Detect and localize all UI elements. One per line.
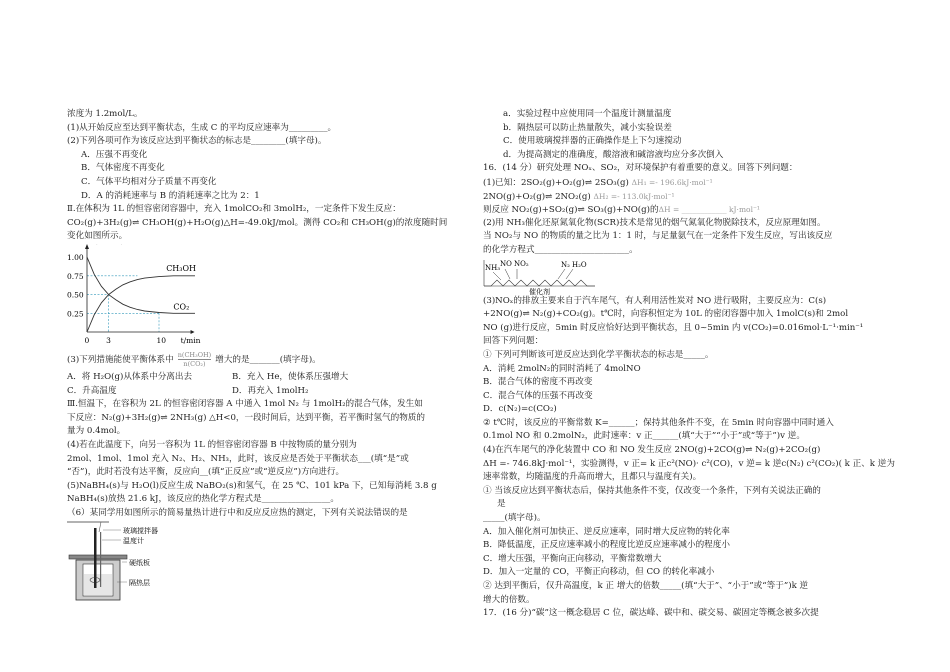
y-tick-label: 0.25 xyxy=(67,309,84,319)
cardboard-label: 硬纸板 xyxy=(129,559,150,568)
question-4: (4)若在此温度下，向另一容积为 1L 的恒容密闭容器 B 中按物质的量分别为 xyxy=(67,439,357,450)
subquestion-1: 是 xyxy=(497,499,506,510)
question-17: 17．(16 分)“碳”这一概念稳居 C 位，碳达峰、碳中和、碳交易、碳固定等概念被多次提 xyxy=(483,608,819,619)
question-16-4: 速率常数，均随温度的升高而增大，且都只与温度有关)。 xyxy=(483,472,702,483)
option-c: C．使用玻璃搅拌器的正确操作是上下匀速搅动 xyxy=(503,136,682,147)
option-c: C．升高温度 xyxy=(67,385,117,396)
enthalpy: ΔH₂ =- 113.0kJ·mol⁻¹ xyxy=(593,191,675,201)
y-tick-label: 1.00 xyxy=(67,253,84,263)
question-2: (2)下列各项可作为该反应达到平衡状态的标志是________(填字母)。 xyxy=(67,136,327,147)
left-column xyxy=(67,108,448,605)
x-axis-arrow xyxy=(191,330,195,334)
scr-svg xyxy=(483,258,623,295)
equation-1 xyxy=(483,176,823,190)
subquestion-1: _____(填字母)。 xyxy=(483,513,546,524)
nh3-label: NH₃ xyxy=(485,263,501,272)
option-a: A．将 H₂O(g)从体系中分离出去 xyxy=(67,371,193,382)
option-a: A．压强不再变化 xyxy=(81,149,148,160)
option-d: D．加入一定量的 CO，平衡正向移动，但 CO 的转化率减小 xyxy=(483,567,715,578)
calorimeter-svg xyxy=(67,520,267,605)
question-16-2: (2)用 NH₃催化还原氮氧化物(SCR)技术是常见的烟气氮氧化物脱除技术，反应原理如图。 xyxy=(483,217,826,228)
h2o-label: H₂O xyxy=(572,260,587,269)
insulation-label: 隔热层 xyxy=(129,579,150,588)
question-16-4: ΔH =- 746.8kJ·mol⁻¹，实验测得，v 正= k 正c²(NO)· c²(CO)，v 逆= k 逆c(N₂) c²(CO₂)( k 正、k 逆为 xyxy=(483,458,895,469)
chart-svg xyxy=(67,244,267,349)
ratio-fraction xyxy=(178,351,212,368)
question-5: NaBH₄(s)放热 21.6 kJ，该反应的热化学方程式是________________。 xyxy=(67,494,339,505)
equation-2 xyxy=(483,190,823,204)
option-b: B．降低温度，正反应速率减小的程度比逆反应速率减小的程度小 xyxy=(483,540,730,551)
fraction-numerator: n(CH₃OH) xyxy=(177,350,212,359)
option-b: b．隔热层可以防止热量散失，减小实验误差 xyxy=(503,122,672,133)
question-1: (1)从开始反应至达到平衡状态，生成 C 的平均反应速率为_________。 xyxy=(67,122,337,133)
question-6: （6）某同学用如图所示的简易量热计进行中和反应反应热的测定，下列有关说法错误的是 xyxy=(67,507,408,518)
question-5: (5)NaBH₄(s)与 H₂O(l)反应生成 NaBO₂(s)和氢气，在 25 ℃、101 kPa 下，已知每消耗 3.8 g xyxy=(67,480,437,491)
equation-text: 则反应 NO₂(g)+SO₂(g)⇌ SO₃(g)+NO(g)的 xyxy=(483,205,659,216)
options-row xyxy=(67,385,417,399)
question-16-2: 当 NO₂与 NO 的物质的量之比为 1：1 时，与足量氨气在一定条件下发生反应，写出该反应 xyxy=(483,231,833,242)
question-4: “否”)，此时若没有达平衡，反应向__(填“正反应”或“逆反应”)方向进行。 xyxy=(67,467,345,478)
y-axis-label xyxy=(90,244,124,245)
section-3-text: Ⅲ.恒温下，在容积为 2L 的恒容密闭容器 A 中通入 1mol N₂ 与 1molH₂的混合气体，发生如 xyxy=(67,399,423,410)
n2-label: N₂ xyxy=(561,260,570,269)
question-16-2: 的化学方程式______________________。 xyxy=(483,244,638,255)
no-label: NO xyxy=(500,259,512,268)
subquestion-2: ② 达到平衡后，仅升高温度，k 正 增大的倍数_____(填“大于”、“小于”或“等于”)k 逆 xyxy=(483,581,809,591)
concentration-chart xyxy=(67,244,417,349)
section-3-text: 下反应：N₂(g)+3H₂(g)⇌ 2NH₃(g) △H<0，一段时间后，达到平衡，若平衡时氢气的物质的 xyxy=(67,412,425,423)
option-a: a．实验过程中应使用同一个温度计测量温度 xyxy=(503,109,672,119)
no2-label: NO₂ xyxy=(514,259,529,268)
option-d: D．A 的消耗速率与 B 的消耗速率之比为 2：1 xyxy=(81,190,260,201)
section-2-text: 变化如图所示。 xyxy=(67,231,128,242)
question-3-text: (3)下列措施能使平衡体系中 xyxy=(67,354,174,365)
section-2-text: Ⅱ.在体积为 1L 的恒容密闭容器中，充入 1molCO₂和 3molH₂，一定条件下发生反应： xyxy=(67,204,401,215)
question-16: 16．(14 分）研究处理 NOₓ、SO₂，对环境保护有着重要的意义。回答下列问题： xyxy=(483,163,798,174)
option-d: d．为提高测定的准确度，酸溶液和碱溶液均应分多次倒入 xyxy=(503,149,724,160)
section-2-equation: CO₂(g)+3H₂(g)⇌ CH₃OH(g)+H₂O(g)△H=-49.0kJ/mol。测得 CO₂和 CH₃OH(g)的浓度随时间 xyxy=(67,217,448,228)
equation-3 xyxy=(483,203,823,217)
equation-text: 2NO(g)+O₂(g)⇌ 2NO₂(g) xyxy=(483,191,591,202)
enthalpy: ΔH = ____________ kJ·mol⁻¹ xyxy=(658,205,760,215)
enthalpy: ΔH₁ =- 196.6kJ·mol⁻¹ xyxy=(631,177,713,187)
subquestion-2: 增大的倍数。 xyxy=(483,594,535,605)
question-16-3: 回答下列问题： xyxy=(483,336,544,347)
stirrer-label: 玻璃搅拌器 xyxy=(123,527,158,536)
question-16-3: NO (g)进行反应，5min 时反应恰好达到平衡状态，且 0~5min 内 v(CO₂)=0.016mol·L⁻¹·min⁻¹ xyxy=(483,322,864,333)
subquestion-1: ① 下列可判断该可逆反应达到化学平衡状态的标志是_____。 xyxy=(483,349,714,360)
x-tick-label: 10 xyxy=(156,335,167,345)
option-c: C．增大压强，平衡向正向移动，平衡常数增大 xyxy=(483,553,662,564)
thermometer-label: 温度计 xyxy=(123,537,144,546)
scr-figure xyxy=(483,258,823,295)
fraction-denominator: n(CO₂) xyxy=(183,359,206,368)
subquestion-1: ① 当该反应达到平衡状态后，保持其他条件不变，仅改变一个条件，下列有关说法正确的 xyxy=(483,485,821,496)
catalyst-label: 催化剂 xyxy=(529,287,550,295)
x-axis-label: t/min xyxy=(180,335,201,345)
option-c: C．混合气体的压强不再改变 xyxy=(483,390,593,401)
option-b: B．气体密度不再变化 xyxy=(81,163,165,174)
option-b: B．充入 He，使体系压强增大 xyxy=(232,371,349,382)
equation-text: (1)已知：2SO₂(g)+O₂(g)⇌ 2SO₃(g) xyxy=(483,177,629,188)
y-tick-label: 0.50 xyxy=(67,290,84,300)
right-column xyxy=(483,108,895,621)
series-label: CO₂ xyxy=(173,302,190,312)
text-line: 浓度为 1.2mol/L。 xyxy=(67,109,143,119)
x-tick-label: 3 xyxy=(106,335,111,345)
question-3-text: 增大的是_______(填字母)。 xyxy=(215,354,321,365)
y-axis-arrow xyxy=(85,244,89,249)
subquestion-2: ② t℃时，该反应的平衡常数 K=______；保持其他条件不变，在 5min 时向容器中同时通入 xyxy=(483,417,834,428)
section-3-text: 量为 0.4mol。 xyxy=(67,426,126,437)
question-4: 2mol、1mol、1mol 充入 N₂、H₂、NH₃，此时，该反应是否处于平衡状态___(填“是”或 xyxy=(67,453,409,464)
option-b: B．混合气体的密度不再改变 xyxy=(483,377,593,388)
option-d: D．c(N₂)=c(CO₂) xyxy=(483,404,557,415)
option-d: D．再充入 1molH₂ xyxy=(232,385,309,396)
option-a: A．消耗 2molN₂的同时消耗了 4molNO xyxy=(483,363,641,374)
option-c: C．气体平均相对分子质量不再变化 xyxy=(81,176,217,187)
calorimeter-figure xyxy=(67,520,417,605)
question-16-3: +2NO(g)⇌ N₂(g)+CO₂(g)。t℃时，向容积恒定为 10L 的密闭容器中加入 1molC(s)和 2mol xyxy=(483,309,849,320)
y-tick-label: 0.75 xyxy=(67,271,84,281)
question-3 xyxy=(67,349,417,371)
option-a: A．加入催化剂可加快正、逆反应速率，同时增大反应物的转化率 xyxy=(483,526,730,537)
x-tick-label: 0 xyxy=(84,335,90,345)
subquestion-2: 0.1mol NO 和 0.2molN₂，此时速率：v 正______(填“大于”“小于”或“等于”)v 逆。 xyxy=(483,431,805,442)
series-label: CH₃OH xyxy=(166,263,197,273)
options-row xyxy=(67,371,417,385)
question-16-4: (4)在汽车尾气的净化装置中 CO 和 NO 发生反应 2NO(g)+2CO(g)⇌ N₂(g)+2CO₂(g) xyxy=(483,445,821,456)
question-16-3: (3)NOₓ的排放主要来自于汽车尾气，有人利用活性炭对 NO 进行吸附，主要反应为：C(s) xyxy=(483,295,827,306)
